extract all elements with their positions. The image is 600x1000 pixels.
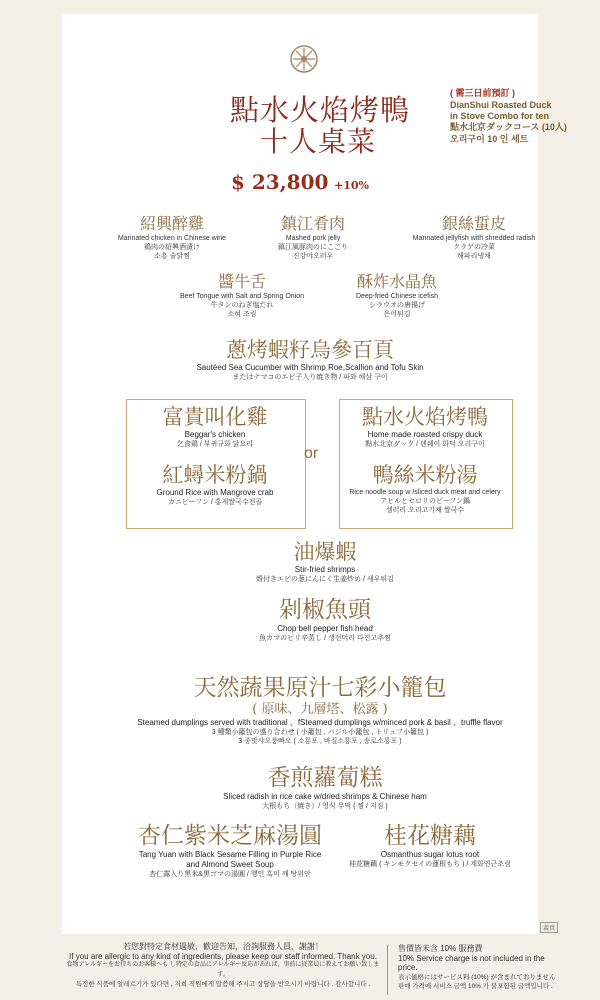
allergy-zh: 若您對特定食材過敏，歡迎告知，洽詢服務人員，謝謝！ — [123, 942, 323, 951]
allergy-notice — [62, 942, 384, 990]
dish-jellyfish — [374, 214, 574, 261]
dish-name: 剁椒魚頭 — [279, 597, 371, 623]
dish-ja: 牛タンのねぎ塩だれ — [210, 302, 274, 309]
price-main: $ 23,800 — [231, 170, 329, 194]
dish-name: 銀絲蜇皮 — [441, 214, 506, 233]
dish-en: Marinated jellyfish with shredded radish — [412, 235, 536, 242]
dish-en: Chop bell pepper fish head — [277, 624, 373, 633]
dish-ja: 鎮江風豚肉のにこごり — [278, 244, 348, 251]
dish-name: 點水火焰烤鴨 — [362, 405, 488, 429]
dish-icefish — [297, 272, 497, 319]
dish-en: Home made roasted crispy duck — [367, 430, 483, 439]
dish-en: Sliced radish in rice cake w/dried shrimps & Chinese ham — [223, 792, 427, 801]
price — [0, 170, 600, 194]
or-label: or — [304, 445, 319, 462]
service-zh: 售價皆未含 10% 服務費 — [398, 944, 483, 953]
dish-sub: 大根もち（焼き）/ 영식 무떡 ( 찜 / 지짐 ) — [262, 803, 388, 810]
dish-ko: 소혀 조림 — [227, 311, 257, 318]
dish-en: Beef Tongue with Salt and Spring Onion — [179, 293, 304, 300]
dish-name: 富貴叫化雞 — [162, 405, 268, 429]
dish-en: Ground Rice with Mangrove crab — [156, 488, 274, 497]
dish-sub: カニビーフン / 홍게쌀국수전골 — [167, 499, 263, 506]
menu-title-line2: 十人桌菜 — [259, 125, 376, 158]
dish-ko: 해파리냉채 — [457, 253, 491, 260]
dish-en: Deep-fried Chinese icefish — [355, 293, 439, 300]
dish-ja: 3 種類小籠包の盛り合わせ ( 小籠包 , バジル小籠包 , トリュフ小籠包 ) — [211, 729, 429, 736]
dish-ko: 진강야오러우 — [292, 253, 334, 260]
dish-ja: シラウオの唐揚げ — [369, 302, 425, 309]
dish-sub: 乞食鶏 / 부귀규화 닭요리 — [176, 441, 254, 448]
preorder-note: ( 需三日前預訂 ) — [450, 88, 515, 98]
dish-name: 鎮江肴肉 — [280, 214, 345, 233]
side-ko: 오리구이 10 인 세트 — [450, 134, 529, 144]
dish-sub: 點水北京ダック / 뎬쉐이 화덕 오리구이 — [365, 441, 485, 448]
dish-sub2: 셀러리 오리고기채 쌀국수 — [385, 507, 465, 514]
dish-ko: 3 종맛샤오룽빠오 ( 소룡포 , 바질소룡포 , 송로소룡포 ) — [238, 738, 402, 745]
dish-name: 杏仁紫米芝麻湯圓 — [138, 823, 322, 849]
side-ja: 點水北京ダックコース (10人) — [450, 122, 567, 132]
dish-name: 香煎蘿蔔糕 — [267, 765, 383, 791]
price-surcharge: +10% — [334, 179, 369, 192]
dish-radish-cake — [150, 764, 500, 811]
dish-name: 紅蟳米粉鍋 — [162, 463, 268, 487]
dish-en: Rice noodle soup w /sliced duck meat and celery — [349, 489, 501, 496]
dish-en: Marinated chicken in Chinese wine — [117, 235, 227, 242]
service-charge-notice — [398, 944, 558, 992]
dish-sub: 殻付きエビの葱にんにく生姜炒め / 새우튀김 — [256, 576, 394, 583]
dish-sub: またはナマコのエビ子入り焼き物 / 파와 해삼 구이 — [232, 374, 388, 381]
dish-lotus-root — [330, 822, 530, 869]
dish-crab-rice — [126, 462, 304, 507]
allergy-en: If you are allergic to any kind of ingredients, please keep our staff informed. Thank you. — [69, 951, 377, 961]
dish-en: Tang Yuan with Black Sesame Filling in Purple Rice — [138, 850, 322, 859]
dish-name: 蔥烤蝦籽烏參百頁 — [226, 338, 394, 362]
dish-roast-duck — [339, 404, 511, 449]
allergy-ko: 특정한 식품에 알레르기가 있다면 , 저희 직원에게 말씀해 주시고 상담을 받으시기 바랍니다 . 감사합니다 . — [75, 981, 371, 988]
dish-name: 紹興醉雞 — [139, 214, 204, 233]
dish-sub: 魚カマのピリ辛蒸し / 생선머리 다진고추찜 — [259, 635, 391, 642]
dish-beggars-chicken — [126, 404, 304, 449]
dish-dumplings — [80, 674, 560, 746]
dish-ja: 鶏肉の紹興酒漬け — [144, 244, 200, 251]
menu-title-line1: 點水火焰烤鴨 — [229, 93, 410, 127]
dish-en: Beggar's chicken — [184, 430, 246, 439]
dish-sub: 杏仁露入り黒米&黒ゴマの湯圓 / 행인 흑미 깨 탕위안 — [149, 871, 311, 878]
dish-name: 天然蔬果原汁七彩小籠包 — [193, 675, 447, 701]
dish-fish-head — [150, 596, 500, 643]
side-en-line1: DianShui Roasted Duck — [450, 100, 552, 110]
dish-shrimps — [150, 539, 500, 584]
dish-en2: and Almond Sweet Soup — [186, 860, 274, 869]
dish-en: Sautéed Sea Cucumber with Shrimp Roe,Scallion and Tofu Skin — [196, 363, 424, 372]
dish-en: Steamed dumplings served with traditional 、fSteamed dumplings w/minced pork & basil 、truffle flavor — [137, 718, 503, 727]
side-en-line2: in Stove Combo for ten — [450, 111, 549, 121]
dish-ja: クラゲの冷菜 — [453, 244, 495, 251]
dish-sub: アヒルとセロリのビーフン鍋 — [379, 498, 471, 505]
dish-tangyuan — [100, 822, 360, 879]
dish-sub: 桂花糖藕 ( キンモクセイの蓮根もち ) / 계화연근조림 — [349, 861, 511, 868]
allergy-ja: 食物アレルギーをお持ちのお客様へも し特定の食品にアレルギー反応があれば、事前に従業員に教えてお願い致します。 — [66, 962, 380, 978]
dish-en: Osmanthus sugar lotus root — [380, 850, 480, 859]
dish-zh-sub: ( 原味、九層塔、松露 ) — [252, 702, 388, 717]
dish-ko: 은어튀김 — [383, 311, 411, 318]
dish-en: Stir-fried shrimps — [294, 565, 356, 574]
dish-name: 油爆蝦 — [293, 540, 357, 564]
service-en: 10% Service charge is not included in the price. — [398, 953, 545, 972]
dish-duck-noodle-soup — [339, 462, 511, 515]
dish-name: 鴨絲米粉湯 — [372, 463, 478, 487]
dish-name: 桂花糖藕 — [384, 823, 476, 849]
service-ja: 表示価格にはサービス料 (10%) が含まれておりません — [398, 973, 556, 981]
dish-sea-cucumber — [100, 337, 520, 382]
corner-mark: 義賣 — [540, 922, 558, 933]
dish-en: Mashed pork jelly — [285, 235, 341, 242]
restaurant-logo-icon — [289, 44, 319, 74]
dish-name: 酥炸水晶魚 — [356, 272, 437, 291]
footer-divider — [387, 945, 388, 995]
dish-name: 醬牛舌 — [217, 272, 266, 291]
service-ko: 판매 가격에 서비스 금액 10% 가 불포함된 금액입니다 . — [398, 983, 553, 990]
dish-ko: 소흥 술닭찜 — [154, 253, 190, 260]
